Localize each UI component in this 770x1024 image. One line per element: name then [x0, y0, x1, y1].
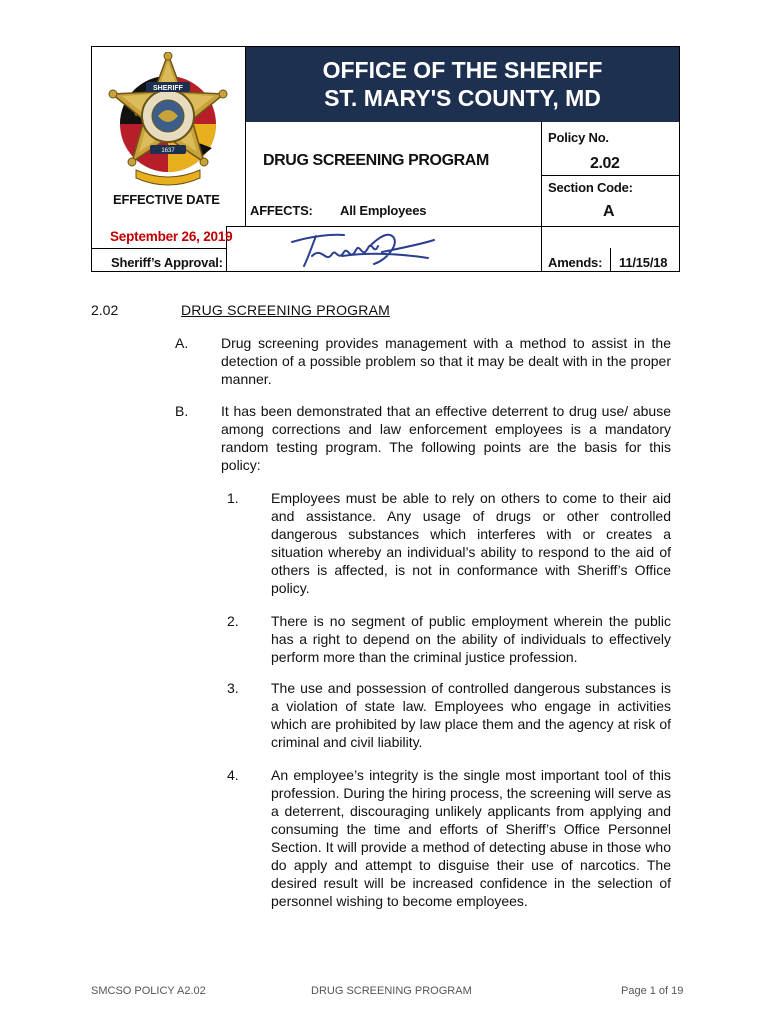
section-number: 2.02	[91, 302, 119, 318]
subitem-label: 3.	[227, 680, 239, 696]
footer-center: DRUG SCREENING PROGRAM	[311, 985, 472, 997]
item-text: Drug screening provides management with a method to assist in the detection of a possible problem so that it may be dealt with in the proper manner.	[221, 335, 671, 387]
affects-label: AFFECTS:	[250, 203, 313, 218]
section-heading: DRUG SCREENING PROGRAM	[181, 302, 390, 318]
effective-date: September 26, 2019	[110, 229, 233, 244]
item-text: It has been demonstrated that an effective deterrent to drug use/ abuse among corrections and law enforcement employees is a mandatory random testing program. The following points are the basis for this policy:	[221, 403, 671, 473]
footer-left: SMCSO POLICY A2.02	[91, 985, 206, 997]
svg-text:SHERIFF: SHERIFF	[153, 85, 183, 92]
sheriff-signature	[282, 226, 438, 272]
office-title	[246, 47, 679, 122]
subitem-text: There is no segment of public employment wherein the public has a right to depend on the ability of individuals to effectively perform more than the criminal justice profession.	[271, 613, 671, 665]
title-line-2: ST. MARY'S COUNTY, MD	[324, 85, 601, 111]
effective-date-label: EFFECTIVE DATE	[113, 192, 220, 207]
subitem-text: The use and possession of controlled dangerous substances is a violation of state law. Employees who engage in activities which are prohibited by law place them and the agency at risk of criminal and civil liability.	[271, 680, 671, 750]
amends-label: Amends:	[548, 255, 603, 270]
subitem-label: 4.	[227, 767, 239, 783]
sheriff-badge-logo	[106, 52, 230, 192]
subitem-label: 1.	[227, 490, 239, 506]
policy-title: DRUG SCREENING PROGRAM	[263, 152, 489, 169]
title-line-1: OFFICE OF THE SHERIFF	[322, 57, 603, 83]
svg-text:1637: 1637	[161, 148, 175, 154]
sheriff-approval-label: Sheriff’s Approval:	[111, 255, 223, 270]
section-code: A	[603, 203, 615, 220]
amends-value: 11/15/18	[619, 255, 668, 270]
subitem-text: Employees must be able to rely on others to come to their aid and assistance. Any usage of drugs or other controlled dangerous substances which interferes with or creates a situation whereby an individual’s ability to respond to the aid of others is affected, is not in conformance with Sheriff’s Office policy.	[271, 490, 671, 596]
footer-page-number: Page 1 of 19	[621, 985, 684, 997]
section-code-label: Section Code:	[548, 180, 633, 195]
item-label: B.	[175, 403, 189, 419]
policy-no-label: Policy No.	[548, 130, 609, 145]
affects-value: All Employees	[340, 203, 427, 218]
policy-no: 2.02	[590, 155, 620, 172]
item-label: A.	[175, 335, 189, 351]
subitem-text: An employee’s integrity is the single most important tool of this profession. During the hiring process, the screening will serve as a deterrent, discouraging unlikely applicants from applying and consuming the time and efforts of Sheriff’s Office Personnel Section. It will provide a method of detecting abuse in those who do apply and attempt to disguise their use of narcotics. The desired result will be increased confidence in the selection of personnel wishing to become employees.	[271, 767, 671, 909]
subitem-label: 2.	[227, 613, 239, 629]
